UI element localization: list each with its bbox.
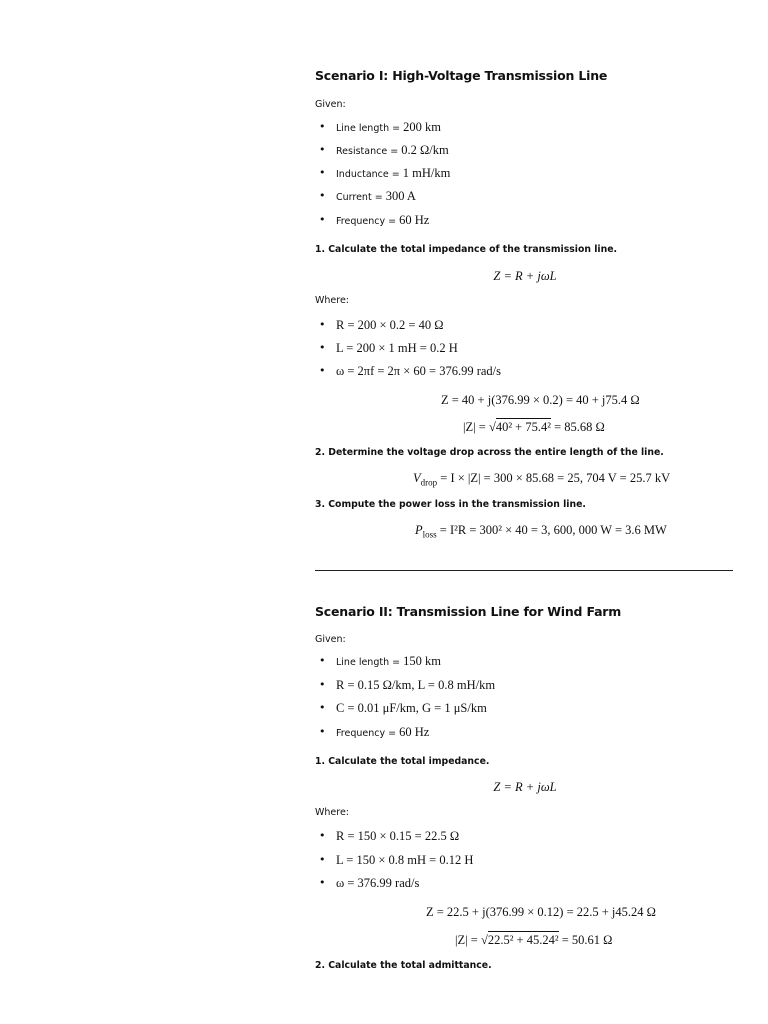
section-divider xyxy=(315,570,733,571)
scenario-2-step-1: 1. Calculate the total impedance. xyxy=(315,756,490,767)
equation-impedance: Z = R + jωL xyxy=(493,269,557,283)
scenario-2-given-label: Given: xyxy=(315,634,346,645)
equation-power-loss: $P_{loss} = I^2R = 300^2 \times 40 = 3$, 600, 000 W = 3.6 MW xyxy=(415,523,667,540)
scenario-2-step-2: 2. Calculate the total admittance. xyxy=(315,960,492,971)
scenario-1-where-label: Where: xyxy=(315,295,350,306)
scenario-1-given-label: Given: xyxy=(315,99,346,110)
equation-voltage-drop: $V_{drop} = I \times |Z| = 300 \times 85.68 = 25$, 704 V = 25.7 kV xyxy=(413,471,671,488)
equation-impedance-2: Z = R + jωL xyxy=(493,780,557,794)
scenario-2-title: Scenario II: Transmission Line for Wind Farm xyxy=(315,604,622,619)
scenario-2-where-label: Where: xyxy=(315,807,350,818)
equation-z-value: Z = 40 + j(376.99 × 0.2) = 40 + j75.4 Ω xyxy=(441,393,640,407)
scenario-1-step-3: 3. Compute the power loss in the transmission line. xyxy=(315,499,586,510)
equation-z-value-2: Z = 22.5 + j(376.99 × 0.12) = 22.5 + j45.24 Ω xyxy=(426,905,656,919)
scenario-1-step-1: 1. Calculate the total impedance of the transmission line. xyxy=(315,244,618,255)
equation-abs-z-2: |Z| = √22.5² + 45.24² = 50.61 Ω xyxy=(455,933,613,947)
scenario-1-step-2: 2. Determine the voltage drop across the entire length of the line. xyxy=(315,447,664,458)
equation-abs-z: |Z| = √40² + 75.4² = 85.68 Ω xyxy=(463,420,605,434)
scenario-1-title: Scenario I: High-Voltage Transmission Line xyxy=(315,68,608,83)
